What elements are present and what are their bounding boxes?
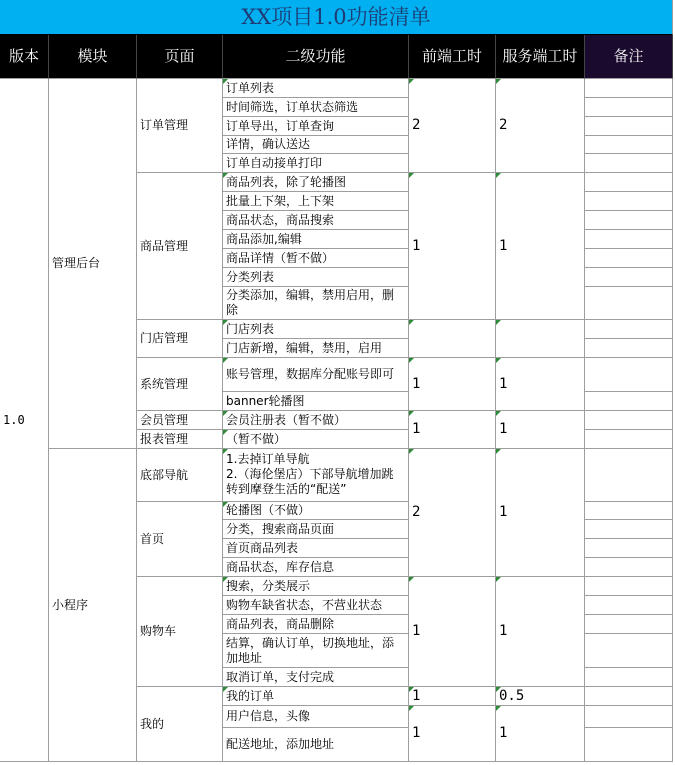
remark-cell[interactable] bbox=[585, 230, 673, 249]
feature-cell[interactable]: 购物车缺省状态，不营业状态 bbox=[223, 596, 409, 615]
feature-cell[interactable]: 订单导出，订单查询 bbox=[223, 117, 409, 136]
feature-cell[interactable]: （暂不做） bbox=[223, 430, 409, 449]
remark-cell[interactable] bbox=[585, 192, 673, 211]
backend-hours[interactable]: 2 bbox=[496, 79, 585, 173]
remark-cell[interactable] bbox=[585, 596, 673, 615]
feature-cell[interactable]: 时间筛选，订单状态筛选 bbox=[223, 98, 409, 117]
feature-cell[interactable]: 门店新增，编辑，禁用，启用 bbox=[223, 339, 409, 358]
backend-hours[interactable]: 1 bbox=[496, 577, 585, 687]
page-cell[interactable]: 购物车 bbox=[137, 577, 223, 687]
feature-cell[interactable]: 商品列表，除了轮播图 bbox=[223, 173, 409, 192]
feature-cell[interactable]: 订单列表 bbox=[223, 79, 409, 98]
backend-hours[interactable]: 0.5 bbox=[496, 687, 585, 706]
column-header[interactable]: 页面 bbox=[137, 35, 223, 79]
feature-cell[interactable]: 搜索，分类展示 bbox=[223, 577, 409, 596]
backend-hours[interactable] bbox=[496, 320, 585, 358]
backend-hours[interactable]: 1 bbox=[496, 706, 585, 762]
feature-cell[interactable]: 订单自动接单打印 bbox=[223, 154, 409, 173]
frontend-hours[interactable]: 1 bbox=[409, 358, 496, 411]
feature-cell[interactable]: 商品状态，库存信息 bbox=[223, 558, 409, 577]
feature-cell[interactable]: 用户信息，头像 bbox=[223, 706, 409, 728]
remark-cell[interactable] bbox=[585, 79, 673, 98]
remark-cell[interactable] bbox=[585, 339, 673, 358]
remark-cell[interactable] bbox=[585, 320, 673, 339]
remark-cell[interactable] bbox=[585, 154, 673, 173]
backend-hours[interactable]: 1 bbox=[496, 358, 585, 411]
frontend-hours[interactable] bbox=[409, 320, 496, 358]
remark-cell[interactable] bbox=[585, 577, 673, 596]
remark-cell[interactable] bbox=[585, 287, 673, 320]
remark-cell[interactable] bbox=[585, 539, 673, 558]
frontend-hours[interactable]: 1 bbox=[409, 706, 496, 762]
remark-cell[interactable] bbox=[585, 502, 673, 520]
remark-cell[interactable] bbox=[585, 520, 673, 539]
feature-cell[interactable]: 门店列表 bbox=[223, 320, 409, 339]
page-cell[interactable]: 底部导航 bbox=[137, 449, 223, 502]
feature-cell[interactable]: 账号管理，数据库分配账号即可 bbox=[223, 358, 409, 392]
feature-cell[interactable]: 分类添加，编辑，禁用启用，删除 bbox=[223, 287, 409, 320]
remark-cell[interactable] bbox=[585, 728, 673, 762]
feature-cell[interactable]: 商品状态，商品搜索 bbox=[223, 211, 409, 230]
sheet-title[interactable]: XX项目1.0功能清单 bbox=[0, 0, 673, 35]
column-header[interactable]: 服务端工时 bbox=[496, 35, 585, 79]
module-cell[interactable]: 管理后台 bbox=[49, 79, 137, 449]
feature-cell[interactable]: 会员注册表（暂不做） bbox=[223, 411, 409, 430]
frontend-hours[interactable]: 2 bbox=[409, 79, 496, 173]
remark-cell[interactable] bbox=[585, 411, 673, 430]
remark-cell[interactable] bbox=[585, 668, 673, 687]
backend-hours[interactable]: 1 bbox=[496, 173, 585, 320]
page-cell[interactable]: 我的 bbox=[137, 687, 223, 762]
feature-cell[interactable]: 商品添加,编辑 bbox=[223, 230, 409, 249]
remark-cell[interactable] bbox=[585, 392, 673, 411]
page-cell[interactable]: 商品管理 bbox=[137, 173, 223, 320]
remark-cell[interactable] bbox=[585, 358, 673, 392]
remark-cell[interactable] bbox=[585, 249, 673, 268]
remark-cell[interactable] bbox=[585, 430, 673, 449]
feature-cell[interactable]: 商品列表，商品删除 bbox=[223, 615, 409, 634]
page-cell[interactable]: 首页 bbox=[137, 502, 223, 577]
feature-cell[interactable]: 配送地址，添加地址 bbox=[223, 728, 409, 762]
remark-cell[interactable] bbox=[585, 268, 673, 287]
page-cell[interactable]: 门店管理 bbox=[137, 320, 223, 358]
remark-cell[interactable] bbox=[585, 558, 673, 577]
feature-cell[interactable]: 取消订单，支付完成 bbox=[223, 668, 409, 687]
remark-cell[interactable] bbox=[585, 211, 673, 230]
feature-cell[interactable]: 结算，确认订单，切换地址，添加地址 bbox=[223, 634, 409, 668]
backend-hours[interactable]: 1 bbox=[496, 449, 585, 577]
feature-cell[interactable]: 首页商品列表 bbox=[223, 539, 409, 558]
column-header[interactable]: 模块 bbox=[49, 35, 137, 79]
remark-cell[interactable] bbox=[585, 706, 673, 728]
frontend-hours[interactable]: 1 bbox=[409, 687, 496, 706]
page-cell[interactable]: 系统管理 bbox=[137, 358, 223, 411]
frontend-hours[interactable]: 1 bbox=[409, 577, 496, 687]
feature-cell[interactable]: 轮播图（不做） bbox=[223, 502, 409, 520]
remark-cell[interactable] bbox=[585, 449, 673, 502]
remark-cell[interactable] bbox=[585, 98, 673, 117]
module-cell[interactable]: 小程序 bbox=[49, 449, 137, 762]
remark-cell[interactable] bbox=[585, 136, 673, 154]
frontend-hours[interactable]: 1 bbox=[409, 411, 496, 449]
version-cell[interactable]: 1.0 bbox=[0, 79, 49, 762]
feature-cell[interactable]: 批量上下架，上下架 bbox=[223, 192, 409, 211]
feature-cell[interactable]: banner轮播图 bbox=[223, 392, 409, 411]
feature-cell[interactable]: 分类列表 bbox=[223, 268, 409, 287]
feature-cell[interactable]: 商品详情（暂不做） bbox=[223, 249, 409, 268]
frontend-hours[interactable]: 1 bbox=[409, 173, 496, 320]
page-cell[interactable]: 报表管理 bbox=[137, 430, 223, 449]
column-header[interactable]: 前端工时 bbox=[409, 35, 496, 79]
feature-cell[interactable]: 详情，确认送达 bbox=[223, 136, 409, 154]
column-header[interactable]: 二级功能 bbox=[223, 35, 409, 79]
column-header[interactable]: 版本 bbox=[0, 35, 49, 79]
column-header[interactable]: 备注 bbox=[585, 35, 673, 79]
remark-cell[interactable] bbox=[585, 117, 673, 136]
feature-cell[interactable]: 我的订单 bbox=[223, 687, 409, 706]
remark-cell[interactable] bbox=[585, 634, 673, 668]
remark-cell[interactable] bbox=[585, 687, 673, 706]
remark-cell[interactable] bbox=[585, 173, 673, 192]
frontend-hours[interactable]: 2 bbox=[409, 449, 496, 577]
feature-cell[interactable]: 分类，搜索商品页面 bbox=[223, 520, 409, 539]
remark-cell[interactable] bbox=[585, 615, 673, 634]
feature-cell[interactable]: 1.去掉订单导航 2.（海伦堡店）下部导航增加跳转到摩登生活的“配送” bbox=[223, 449, 409, 502]
backend-hours[interactable]: 1 bbox=[496, 411, 585, 449]
page-cell[interactable]: 订单管理 bbox=[137, 79, 223, 173]
page-cell[interactable]: 会员管理 bbox=[137, 411, 223, 430]
